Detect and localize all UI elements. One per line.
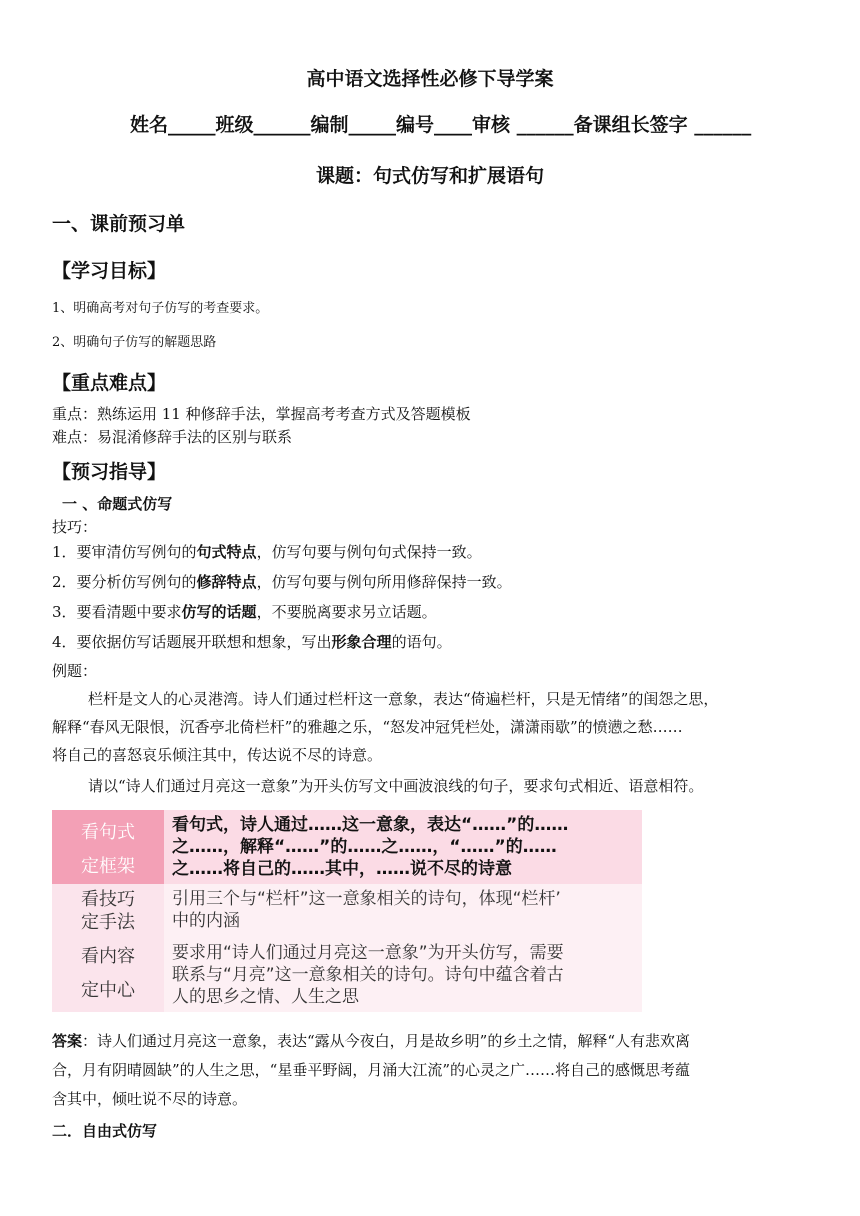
example-text-line: 将自己的喜怒哀乐倾注其中，传达说不尽的诗意。 [52, 746, 383, 764]
example-text-line: 栏杆是文人的心灵港湾。诗人们通过栏杆这一意象，表达“倚遍栏杆，只是无情绪”的闺怨之思， [88, 690, 719, 708]
guide-heading: 【预习指导】 [52, 461, 167, 483]
table-row-content: 看句式，诗人通过……这一意象，表达“……”的…… 之……，解释“……”的……之……，“……”的…… 之……将自己的……其中，……说不尽的诗意 [164, 810, 642, 884]
section-heading: 一、课前预习单 [52, 213, 186, 235]
subsection-heading: 二．自由式仿写 [52, 1122, 158, 1140]
doc-title: 高中语文选择性必修下导学案 [306, 68, 554, 90]
subsection-heading: 一 、命题式仿写 [62, 495, 173, 513]
table-row [52, 938, 642, 1012]
goal-item: 2、明确句子仿写的解题思路 [52, 335, 217, 350]
answer-label: 答案 [52, 1032, 83, 1050]
table-row [52, 884, 642, 938]
table-row-label: 看技巧 定手法 [52, 884, 164, 938]
goals-heading: 【学习目标】 [52, 260, 167, 282]
goal-item: 1、明确高考对句子仿写的考查要求。 [52, 301, 269, 316]
tip-item: 4．要依据仿写话题展开联想和想象，写出形象合理的语句。 [52, 633, 452, 651]
tip-item: 3．要看清题中要求仿写的话题，不要脱离要求另立话题。 [52, 603, 437, 621]
table-row-content: 要求用“诗人们通过月亮这一意象”为开头仿写，需要 联系与“月亮”这一意象相关的诗句。诗句中蕴含着古 人的思乡之情、人生之思 [164, 938, 642, 1012]
tip-item: 2．要分析仿写例句的修辞特点，仿写句要与例句所用修辞保持一致。 [52, 573, 512, 591]
table-row-content: 引用三个与“栏杆”这一意象相关的诗句，体现“栏杆’ 中的内涵 [164, 884, 642, 938]
answer-line: 含其中，倾吐说不尽的诗意。 [52, 1090, 248, 1108]
table-row [52, 810, 642, 884]
example-label: 例题： [52, 662, 98, 680]
table-row-label: 看内容 定中心 [52, 938, 164, 1012]
example-text-line: 解释“春风无限恨，沉香亭北倚栏杆”的雅趣之乐，“怒发冲冠凭栏处，潇潇雨歇”的愤懑之愁…… [52, 718, 683, 736]
tips-label: 技巧： [52, 518, 98, 536]
question-text: 请以“诗人们通过月亮这一意象”为开头仿写文中画波浪线的句子，要求句式相近、语意相符。 [88, 777, 704, 795]
lesson-title: 课题：句式仿写和扩展语句 [315, 165, 544, 187]
info-line: 姓名_____班级______编制_____编号____审核 ______备课组长签字 ______ [130, 114, 752, 136]
tip-item: 1．要审清仿写例句的句式特点，仿写句要与例句句式保持一致。 [52, 543, 482, 561]
difficulty: 难点：易混淆修辞手法的区别与联系 [52, 428, 293, 446]
answer-line: 合，月有阴晴圆缺”的人生之思，“星垂平野阔，月涌大江流”的心灵之广……将自己的感慨思考蕴 [52, 1061, 691, 1079]
key-heading: 【重点难点】 [52, 372, 167, 394]
key-point: 重点：熟练运用 11 种修辞手法，掌握高考考查方式及答题模板 [52, 405, 471, 423]
analysis-table [52, 810, 642, 1012]
answer-line: 答案：诗人们通过月亮这一意象，表达“露从今夜白，月是故乡明”的乡土之情，解释“人有悲欢离 [52, 1032, 691, 1050]
table-row-label: 看句式 定框架 [52, 810, 164, 884]
